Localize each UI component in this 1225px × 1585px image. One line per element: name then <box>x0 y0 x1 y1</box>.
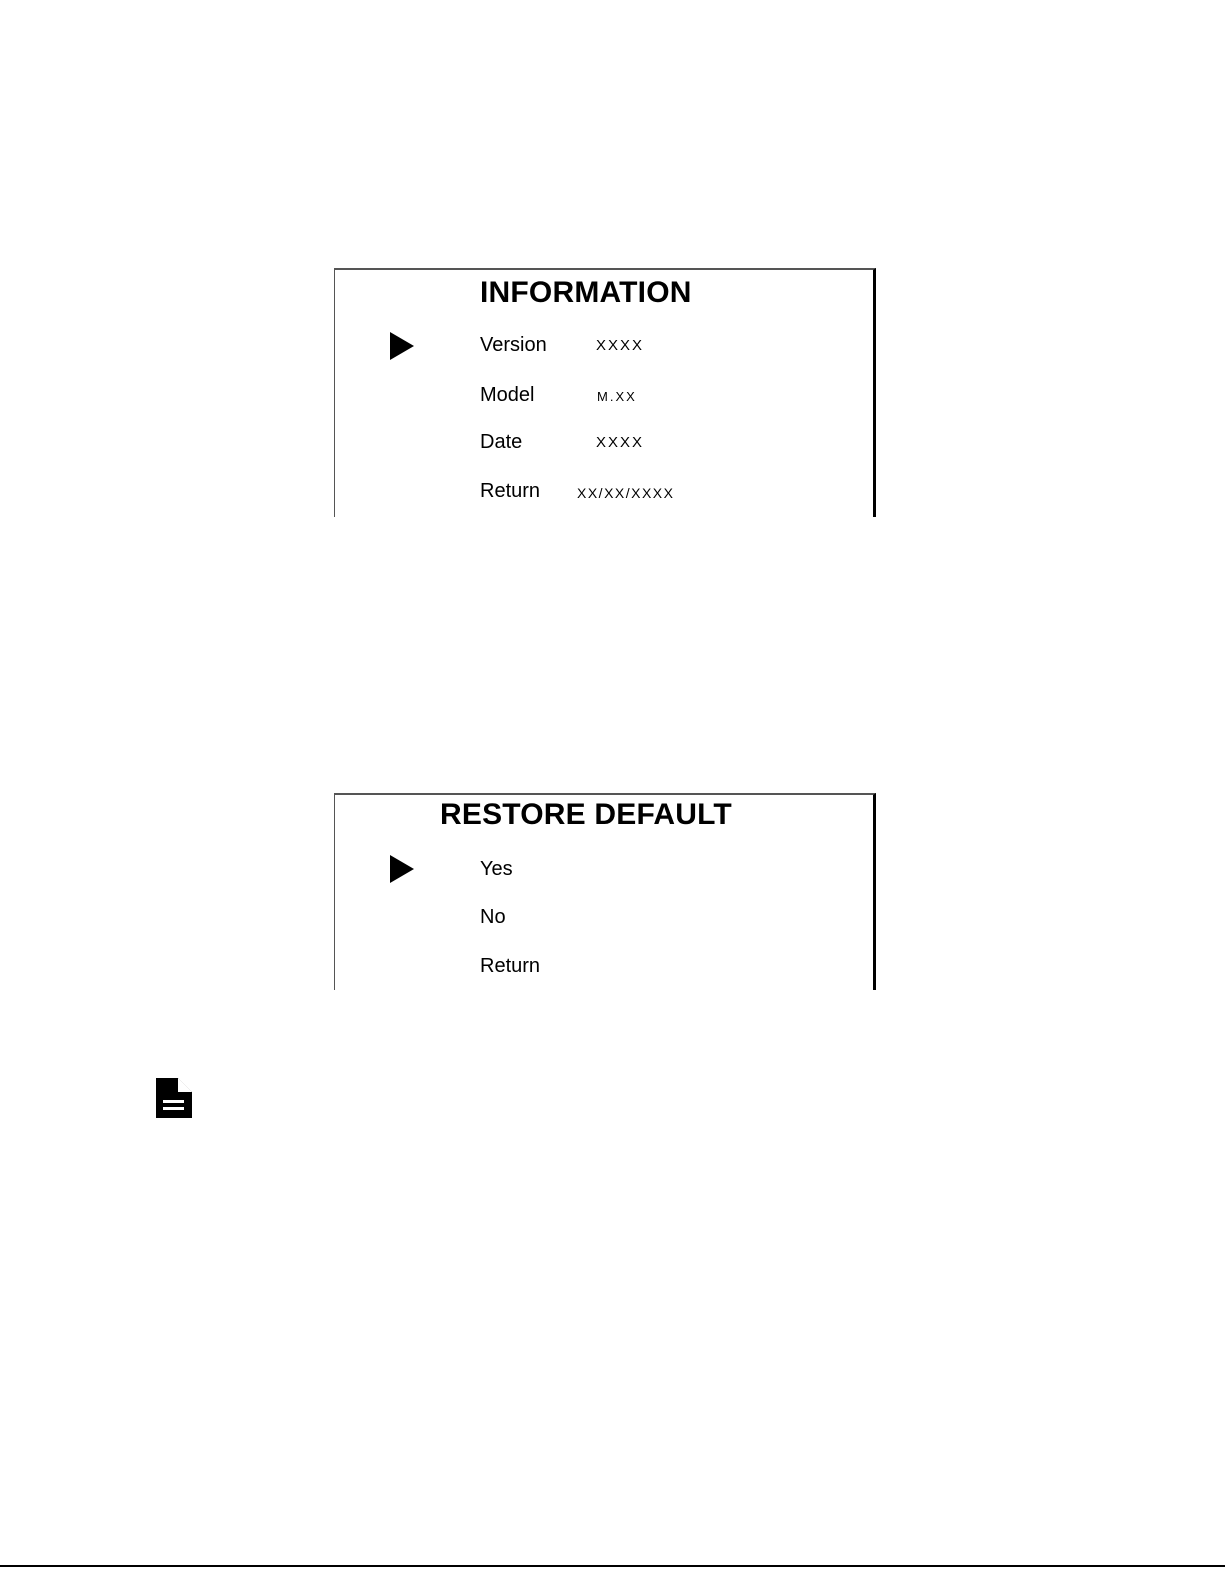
menu-item-date-value: XXXX <box>596 434 645 451</box>
restore-default-menu-screen <box>334 793 876 990</box>
menu-item-model-value: M.XX <box>597 389 637 404</box>
menu-item-date-label[interactable]: Date <box>480 431 523 453</box>
information-menu-title: INFORMATION <box>480 276 692 309</box>
menu-item-version-value: XXXX <box>596 337 645 354</box>
menu-item-yes[interactable]: Yes <box>480 858 513 880</box>
selection-arrow-icon <box>390 855 414 883</box>
information-menu-screen <box>334 268 876 517</box>
menu-item-return[interactable]: Return <box>480 955 541 977</box>
menu-item-no[interactable]: No <box>480 906 506 928</box>
page-bottom-rule <box>0 1565 1225 1567</box>
restore-default-menu-title: RESTORE DEFAULT <box>440 798 732 831</box>
menu-item-version-label[interactable]: Version <box>480 334 547 356</box>
menu-item-model-label[interactable]: Model <box>480 384 535 406</box>
menu-item-return-label[interactable]: Return <box>480 480 541 502</box>
selection-arrow-icon <box>390 332 414 360</box>
document-icon <box>156 1078 192 1118</box>
menu-item-return-value: XX/XX/XXXX <box>577 485 675 501</box>
